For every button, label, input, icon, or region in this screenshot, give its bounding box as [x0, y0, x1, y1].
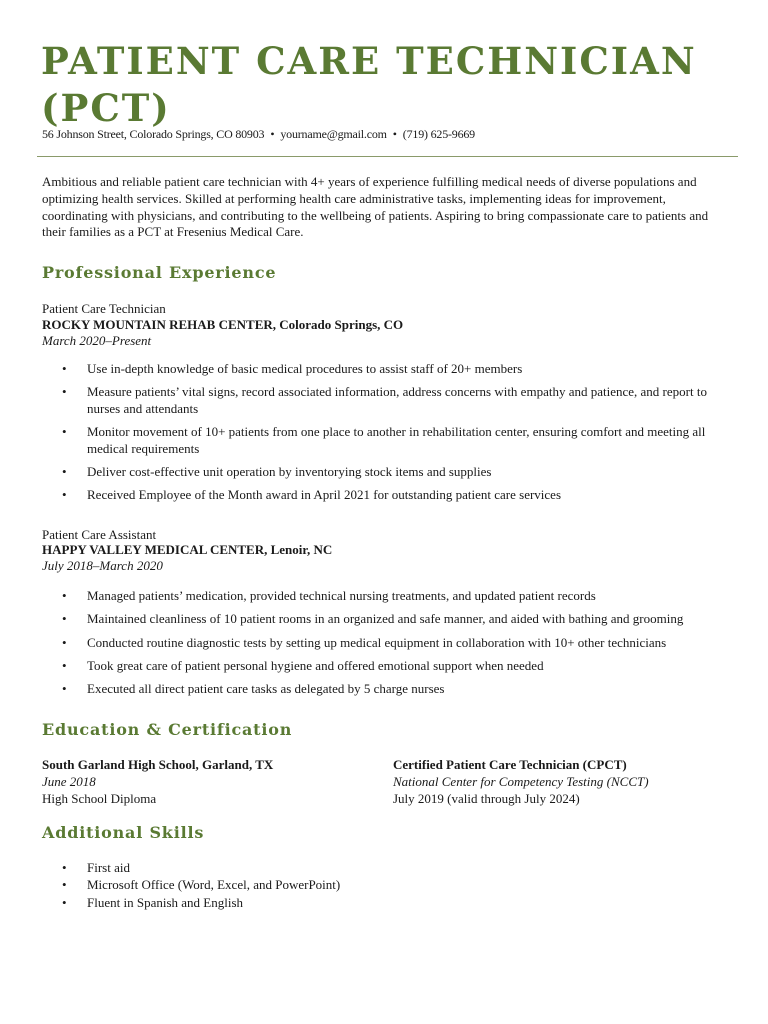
contact-address: 56 Johnson Street, Colorado Springs, CO 80903 [42, 127, 265, 141]
certification-issuer: National Center for Competency Testing (NCCT) [393, 773, 649, 789]
section-title-skills: Additional Skills [42, 823, 205, 842]
skill-item: • Fluent in Spanish and English [42, 895, 732, 912]
job-2-bullet: • Conducted routine diagnostic tests by setting up medical equipment in collaboration with 10+ other technicians [42, 635, 732, 652]
contact-phone: (719) 625-9669 [402, 127, 475, 141]
education-school-date: June 2018 [42, 773, 96, 789]
contact-separator: • [392, 127, 397, 141]
job-2-organization: HAPPY VALLEY MEDICAL CENTER, Lenoir, NC [42, 542, 333, 557]
education-entry-school [42, 757, 273, 807]
job-1-bullet: • Monitor movement of 10+ patients from one place to another in rehabilitation center, ensuring comfort and meeting all medical requirements [42, 424, 732, 457]
skills-bullet-list [42, 860, 732, 912]
section-title-experience: Professional Experience [42, 263, 277, 282]
job-2-bullet: • Executed all direct patient care tasks as delegated by 5 charge nurses [42, 681, 732, 698]
job-1-bullet: • Use in-depth knowledge of basic medical procedures to assist staff of 20+ members [42, 361, 732, 378]
job-2-dates: July 2018–March 2020 [42, 558, 163, 573]
contact-email: yourname@gmail.com [280, 127, 387, 141]
contact-line [42, 127, 475, 142]
skill-item: • Microsoft Office (Word, Excel, and PowerPoint) [42, 877, 732, 894]
job-2-bullet-list [42, 588, 732, 704]
certification-name: Certified Patient Care Technician (CPCT) [393, 757, 627, 772]
job-1-bullet-list [42, 361, 732, 510]
job-2-bullet: • Took great care of patient personal hygiene and offered emotional support when needed [42, 658, 732, 675]
contact-separator: • [270, 127, 275, 141]
job-1-bullet: • Deliver cost-effective unit operation by inventorying stock items and supplies [42, 464, 732, 481]
job-1-bullet: • Received Employee of the Month award in April 2021 for outstanding patient care services [42, 487, 732, 504]
job-2-bullet: • Maintained cleanliness of 10 patient rooms in an organized and safe manner, and aided with bathing and grooming [42, 611, 732, 628]
summary-paragraph: Ambitious and reliable patient care technician with 4+ years of experience fulfilling medical needs of diverse populations and optimizing health services. Skilled at performing health care administrative tasks, implementing ideas for improvement, coordinating with physicians, and contributing to the wellbeing of patients. Aspiring to bring compassionate care to patients and their families as a PCT at Fresenius Medical Care. [42, 174, 709, 240]
job-2-bullet: • Managed patients’ medication, provided technical nursing treatments, and updated patient records [42, 588, 732, 605]
education-school-name: South Garland High School, Garland, TX [42, 757, 274, 772]
certification-validity: July 2019 (valid through July 2024) [393, 790, 580, 806]
education-entry-certification [393, 757, 649, 807]
job-1-dates: March 2020–Present [42, 333, 152, 348]
resume-name-heading: PATIENT CARE TECHNICIAN (PCT) [41, 39, 697, 130]
job-1-role: Patient Care Technician [42, 301, 166, 316]
education-school-detail: High School Diploma [42, 790, 157, 806]
skill-item: • First aid [42, 860, 732, 877]
job-1-bullet: • Measure patients’ vital signs, record associated information, address concerns with empathy and patience, and report to nurses and attendants [42, 384, 732, 417]
section-title-education: Education & Certification [42, 720, 293, 739]
header-divider [37, 156, 738, 157]
job-2-role: Patient Care Assistant [42, 527, 157, 542]
job-1-organization: ROCKY MOUNTAIN REHAB CENTER, Colorado Springs, CO [42, 317, 404, 332]
